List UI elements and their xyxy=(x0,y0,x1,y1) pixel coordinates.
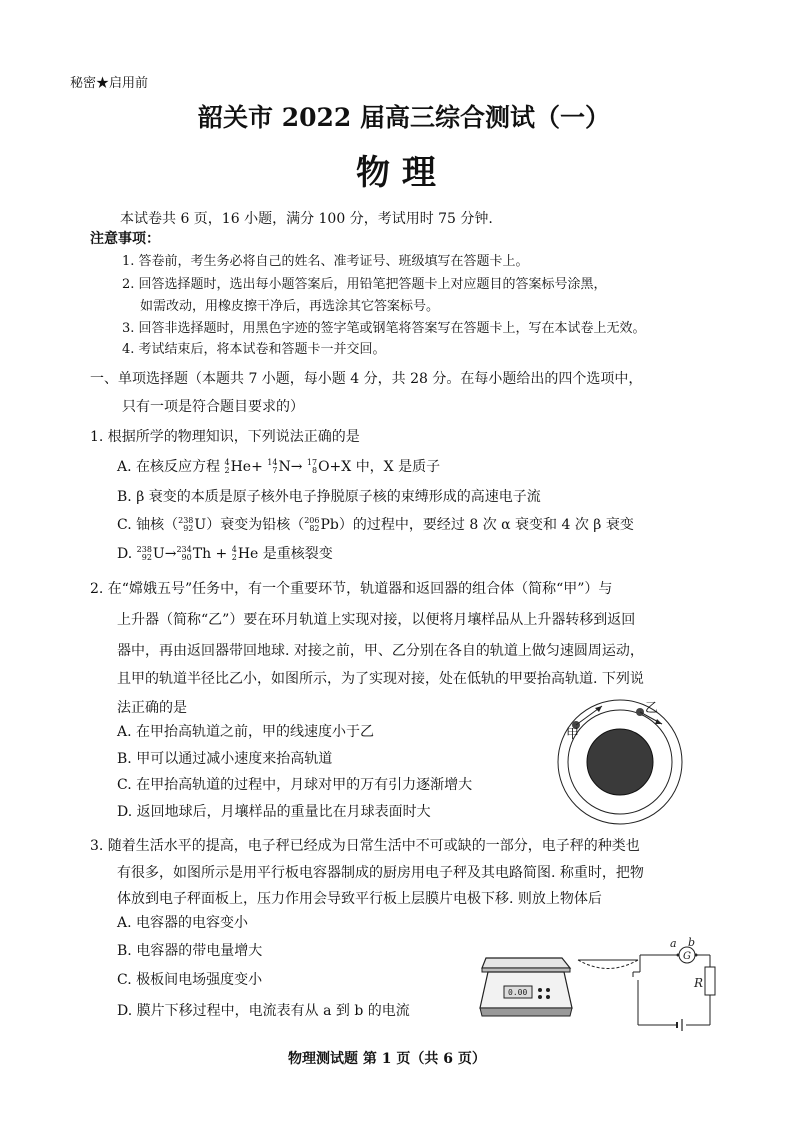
notice-item-2: 2. 回答选择题时，选出每小题答案后，用铅笔把答题卡上对应题目的答案标号涂黑， xyxy=(122,277,607,292)
secret-mark: 秘密★启用前 xyxy=(70,76,149,91)
jia-arrowhead xyxy=(595,706,602,712)
resistor-icon xyxy=(705,967,715,995)
page-footer: 物理测试题 第 1 页（共 6 页） xyxy=(288,1051,486,1067)
notice-item-2-cont: 如需改动，用橡皮擦干净后，再选涂其它答案标号。 xyxy=(140,299,440,314)
q3-option-b: B. 电容器的带电量增大 xyxy=(117,943,263,959)
q2-option-d: D. 返回地球后，月壤样品的重量比在月球表面时大 xyxy=(117,804,431,820)
q2-option-a: A. 在甲抬高轨道之前，甲的线速度小于乙 xyxy=(117,724,375,740)
q3-option-d: D. 膜片下移过程中，电流表有从 a 到 b 的电流 xyxy=(117,1003,410,1019)
section-title: 一、单项选择题（本题共 7 小题，每小题 4 分，共 28 分。在每小题给出的四个选项中， xyxy=(90,371,643,387)
q3-stem-line-1: 3. 随着生活水平的提高，电子秤已经成为日常生活中不可或缺的一部分，电子秤的种类也 xyxy=(90,838,640,854)
yi-arrowhead xyxy=(655,719,662,724)
q1-option-d: D. 238 92 U→ 234 90 Th + 4 2 He 是重核裂变 xyxy=(117,545,333,562)
label-b: b xyxy=(688,936,696,949)
q2-stem-line-5: 法正确的是 xyxy=(117,700,187,716)
q1-stem: 1. 根据所学的物理知识，下列说法正确的是 xyxy=(90,429,360,445)
q2-option-b: B. 甲可以通过减小速度来抬高轨道 xyxy=(117,751,333,767)
q3-option-a: A. 电容器的电容变小 xyxy=(117,915,249,931)
kitchen-scale-icon xyxy=(474,948,574,1023)
main-title: 韶关市 2022 届高三综合测试（一） xyxy=(198,103,610,132)
q3-option-c: C. 极板间电场强度变小 xyxy=(117,972,263,988)
notice-item-4: 4. 考试结束后，将本试卷和答题卡一并交回。 xyxy=(122,342,386,357)
label-jia: 甲 xyxy=(566,727,580,742)
subject-title: 物 理 xyxy=(356,153,436,193)
q2-stem-line-4: 且甲的轨道半径比乙小，如图所示，为了实现对接，处在低轨的甲要抬高轨道. 下列说 xyxy=(117,671,644,687)
orbit-diagram xyxy=(558,700,688,830)
q3-stem-line-3: 体放到电子秤面板上，压力作用会导致平行板上层膜片电极下移. 则放上物体后 xyxy=(117,891,602,907)
q3-stem-line-2: 有很多，如图所示是用平行板电容器制成的厨房用电子秤及其电路简图. 称重时，把物 xyxy=(117,865,644,881)
membrane-electrode xyxy=(578,960,638,969)
q1-option-b: B. β 衰变的本质是原子核外电子挣脱原子核的束缚形成的高速电子流 xyxy=(117,489,541,505)
section-title-cont: 只有一项是符合题目要求的） xyxy=(122,399,304,415)
notice-item-3: 3. 回答非选择题时，用黑色字迹的签字笔或钢笔将答案写在答题卡上，写在本试卷上无效。 xyxy=(122,321,646,336)
q2-stem-line-1: 2. 在“嫦娥五号”任务中，有一个重要环节，轨道器和返回器的组合体（简称“甲”）与 xyxy=(90,581,613,597)
svg-text:G: G xyxy=(683,951,691,962)
circuit-diagram xyxy=(578,935,718,1040)
label-r: R xyxy=(694,976,704,990)
notice-item-1: 1. 答卷前，考生务必将自己的姓名、准考证号、班级填写在答题卡上。 xyxy=(122,254,529,269)
scale-display: 0.00 xyxy=(508,988,528,997)
q2-stem-line-2: 上升器（简称“乙”）要在环月轨道上实现对接，以便将月壤样品从上升器转移到返回 xyxy=(117,612,636,628)
q1-option-c: C. 铀核（ 238 92 U）衰变为铅核（ 206 82 Pb）的过程中，要经过 8 次 α 衰变和 4 次 β 衰变 xyxy=(117,516,634,533)
label-yi: 乙 xyxy=(645,701,659,716)
exam-intro: 本试卷共 6 页，16 小题，满分 100 分，考试用时 75 分钟. xyxy=(120,211,493,227)
q2-option-c: C. 在甲抬高轨道的过程中，月球对甲的万有引力逐渐增大 xyxy=(117,777,473,793)
q1-option-a: A. 在核反应方程 4 2 He+ 14 7 N→ 17 8 O+X 中，X 是质子 xyxy=(117,458,441,475)
q2-stem-line-3: 器中，再由返回器带回地球. 对接之前，甲、乙分别在各自的轨道上做匀速圆周运动， xyxy=(117,643,644,659)
label-a: a xyxy=(670,937,677,950)
moon-icon xyxy=(587,729,653,795)
notice-title: 注意事项： xyxy=(90,231,160,247)
